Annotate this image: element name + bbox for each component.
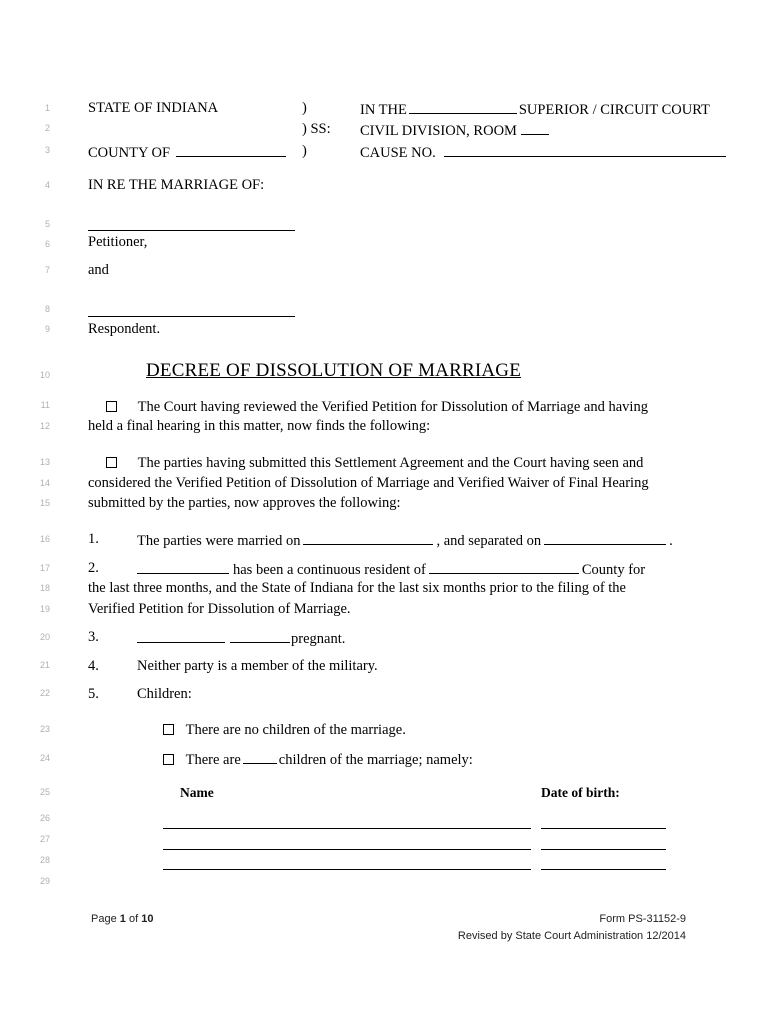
child-dob-rule[interactable]	[541, 869, 666, 870]
line-number: 28	[39, 855, 50, 865]
children-table-header-name: Name	[180, 785, 214, 800]
line-number: 4	[44, 180, 50, 190]
line-number: 1	[44, 103, 50, 113]
checkbox-court-reviewed-text-2: held a final hearing in this matter, now finds the following:	[88, 418, 431, 434]
item-5-number: 5.	[88, 686, 99, 702]
item-1-text-b: , and separated on	[436, 533, 542, 549]
line-number: 10	[39, 370, 50, 380]
item-2-text-a: has been a continuous resident of	[233, 562, 426, 578]
line-number: 13	[39, 457, 50, 467]
item-2-text-b: County for	[581, 562, 646, 578]
line-number: 18	[39, 583, 50, 593]
room-blank[interactable]	[521, 121, 549, 135]
caption-cause-no-label: CAUSE NO.	[360, 145, 436, 161]
caption-court-suffix: SUPERIOR / CIRCUIT COURT	[518, 102, 710, 118]
item-1-text	[137, 531, 673, 549]
item-2-text	[137, 560, 645, 578]
checkbox-court-reviewed-text: The Court having reviewed the Verified Petition for Dissolution of Marriage and having	[137, 399, 648, 415]
checkbox-has-children[interactable]	[163, 750, 473, 768]
resident-county-blank[interactable]	[429, 560, 579, 574]
footer-page-prefix: Page	[91, 913, 117, 925]
caption-cause-no	[360, 143, 726, 161]
child-dob-rule[interactable]	[541, 828, 666, 829]
line-number: 15	[39, 498, 50, 508]
line-number: 2	[44, 123, 50, 133]
separation-date-blank[interactable]	[544, 531, 666, 545]
item-2-number: 2.	[88, 560, 99, 576]
item-3-text-a: pregnant.	[291, 631, 346, 647]
item-3-number: 3.	[88, 629, 99, 645]
caption-county	[88, 143, 286, 161]
footer-revision: Revised by State Court Administration 12/2014	[457, 930, 686, 942]
marriage-date-blank[interactable]	[303, 531, 433, 545]
page-title: DECREE OF DISSOLUTION OF MARRIAGE	[146, 360, 522, 381]
footer-form-number: Form PS-31152-9	[599, 913, 686, 925]
checkbox-settlement-text-2: considered the Verified Petition of Dissolution of Marriage and Verified Waiver of Final Hearing	[88, 475, 649, 491]
child-name-rule[interactable]	[163, 828, 531, 829]
line-number: 23	[39, 724, 50, 734]
children-table-header-dob: Date of birth:	[541, 785, 620, 800]
checkbox-settlement-text-3: submitted by the parties, now approves the following:	[88, 495, 401, 511]
line-number: 14	[39, 478, 50, 488]
checkbox-court-reviewed[interactable]	[106, 399, 648, 415]
checkbox-no-children[interactable]	[163, 722, 406, 738]
pregnancy-party-blank[interactable]	[137, 629, 225, 643]
line-number: 6	[44, 239, 50, 249]
footer-page-indicator	[91, 913, 153, 925]
checkbox-icon[interactable]	[106, 401, 117, 412]
caption-civil-division-label: CIVIL DIVISION, ROOM	[360, 123, 517, 139]
checkbox-icon[interactable]	[163, 724, 174, 735]
line-number: 11	[40, 400, 50, 410]
checkbox-icon[interactable]	[106, 457, 117, 468]
line-number: 8	[44, 304, 50, 314]
item-3-text	[137, 629, 345, 647]
line-number: 12	[39, 421, 50, 431]
item-1-text-a: The parties were married on	[137, 533, 301, 549]
item-2-text-c: the last three months, and the State of Indiana for the last six months prior to the filing of the	[88, 580, 626, 596]
child-name-rule[interactable]	[163, 849, 531, 850]
cause-number-blank[interactable]	[444, 143, 726, 157]
line-number: 25	[39, 787, 50, 797]
checkbox-has-children-text-a: There are	[185, 752, 241, 768]
item-1-number: 1.	[88, 531, 99, 547]
respondent-name-rule[interactable]	[88, 316, 295, 317]
caption-paren-2: ) SS:	[302, 121, 331, 137]
checkbox-no-children-text: There are no children of the marriage.	[185, 722, 406, 738]
caption-state: STATE OF INDIANA	[88, 100, 219, 116]
child-name-rule[interactable]	[163, 869, 531, 870]
footer-page-of: of	[128, 913, 139, 925]
pregnancy-status-blank[interactable]	[230, 629, 290, 643]
line-number: 7	[44, 265, 50, 275]
line-number: 17	[39, 563, 50, 573]
line-number-gutter	[30, 0, 56, 1024]
checkbox-icon[interactable]	[163, 754, 174, 765]
line-number: 22	[39, 688, 50, 698]
line-number: 27	[39, 834, 50, 844]
caption-paren-1: )	[302, 100, 307, 116]
footer-page-total: 10	[141, 913, 154, 925]
checkbox-has-children-text-b: children of the marriage; namely:	[278, 752, 473, 768]
line-number: 20	[39, 632, 50, 642]
petitioner-name-rule[interactable]	[88, 230, 295, 231]
caption-county-label: COUNTY OF	[88, 145, 171, 161]
item-4-number: 4.	[88, 658, 99, 674]
checkbox-settlement-text: The parties having submitted this Settlement Agreement and the Court having seen and	[137, 455, 644, 471]
footer-page-number: 1	[119, 913, 126, 925]
line-number: 9	[44, 324, 50, 334]
petitioner-label: Petitioner,	[88, 234, 148, 250]
checkbox-settlement-agreement[interactable]	[106, 455, 643, 471]
court-number-blank[interactable]	[409, 100, 517, 114]
line-number: 3	[44, 145, 50, 155]
caption-paren-3: )	[302, 143, 307, 159]
caption-in-the-label: IN THE	[360, 102, 407, 118]
caption-civil-division	[360, 121, 549, 139]
and-label: and	[88, 262, 109, 278]
respondent-label: Respondent.	[88, 321, 161, 337]
item-1-text-c: .	[669, 533, 673, 549]
in-re-line: IN RE THE MARRIAGE OF:	[88, 177, 265, 193]
item-5-text: Children:	[137, 686, 192, 702]
resident-name-blank[interactable]	[137, 560, 229, 574]
caption-in-the-court	[360, 100, 710, 118]
item-2-text-d: Verified Petition for Dissolution of Marriage.	[88, 601, 351, 617]
child-dob-rule[interactable]	[541, 849, 666, 850]
line-number: 5	[44, 219, 50, 229]
line-number: 16	[39, 534, 50, 544]
item-4-text: Neither party is a member of the military.	[137, 658, 378, 674]
line-number: 19	[39, 604, 50, 614]
line-number: 24	[39, 753, 50, 763]
line-number: 26	[39, 813, 50, 823]
children-count-blank[interactable]	[243, 750, 277, 764]
line-number: 29	[39, 876, 50, 886]
line-number: 21	[39, 660, 50, 670]
county-blank[interactable]	[176, 143, 286, 157]
